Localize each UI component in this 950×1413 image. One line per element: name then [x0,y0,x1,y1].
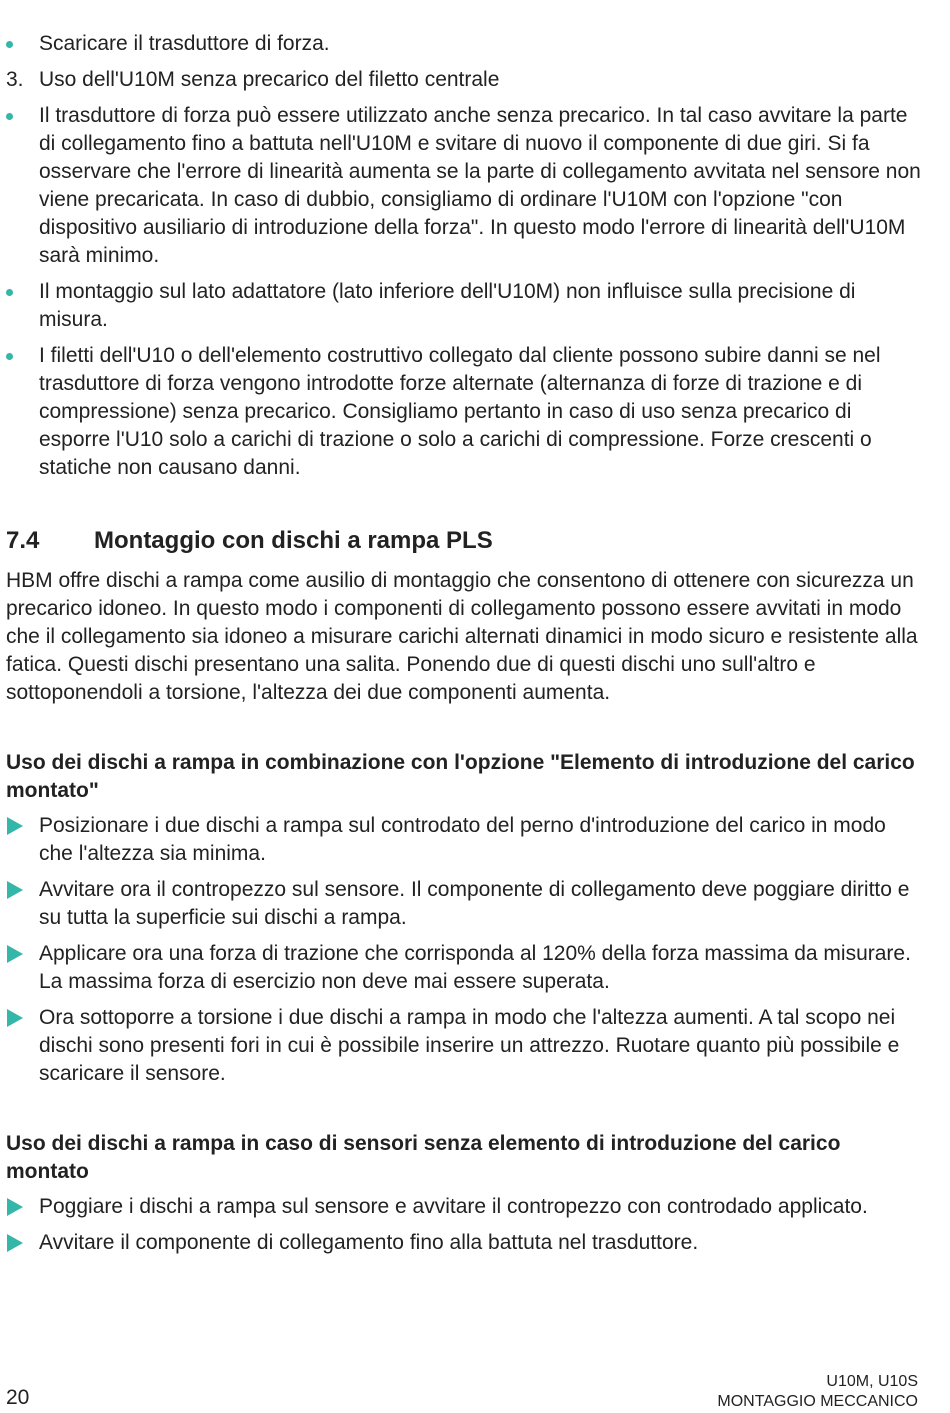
section-title: Montaggio con dischi a rampa PLS [94,527,493,554]
step-arrow-icon [7,881,23,899]
footer-chapter: MONTAGGIO MECCANICO [717,1393,918,1410]
step-arrow-icon [7,1009,23,1027]
step-item [6,1004,921,1088]
bullet-dot-icon [6,113,13,120]
list-item [6,278,921,334]
section-number: 7.4 [6,527,40,554]
step-item [6,940,921,996]
bullet-dot-icon [6,41,13,48]
step-text: Avvitare il componente di collegamento fino alla battuta nel trasduttore. [39,1231,699,1254]
page-content [6,30,921,1265]
step-arrow-icon [7,1198,23,1216]
subheading-without-load-element: Uso dei dischi a rampa in caso di sensori senza elemento di introduzione del carico montato [6,1132,841,1183]
step-arrow-icon [7,945,23,963]
numbered-item [6,66,921,94]
section-heading [6,526,921,556]
subheading-with-load-element: Uso dei dischi a rampa in combinazione con l'opzione "Elemento di introduzione del carico montato" [6,751,915,802]
step-item [6,876,921,932]
list-item-text: Il montaggio sul lato adattatore (lato inferiore dell'U10M) non influisce sulla precisione di misura. [39,280,856,331]
footer-info [717,1372,918,1412]
step-text: Applicare ora una forza di trazione che corrisponda al 120% della forza massima da misurare. La massima forza di esercizio non deve mai essere superata. [39,942,911,993]
step-text: Avvitare ora il contropezzo sul sensore. Il componente di collegamento deve poggiare diritto e su tutta la superficie sui dischi a rampa. [39,878,910,929]
footer-product: U10M, U10S [826,1373,918,1390]
page-number: 20 [6,1386,30,1409]
list-item [6,30,921,58]
step-item [6,1229,921,1257]
step-text: Poggiare i dischi a rampa sul sensore e avvitare il contropezzo con controdado applicato. [39,1195,868,1218]
list-item-text: I filetti dell'U10 o dell'elemento costruttivo collegato dal cliente possono subire danni se nel trasduttore di forza vengono introdotte forze alternate (alternanza di forze di trazione e di compressione) senza precarico. Consigliamo pertanto in caso di uso senza precarico di esporre l'U10 solo a carichi di trazione o solo a carichi di compressione. Forze crescenti o statiche non causano danni. [39,344,881,479]
list-item-text: Uso dell'U10M senza precarico del filetto centrale [39,68,500,91]
list-item-text: Il trasduttore di forza può essere utilizzato anche senza precarico. In tal caso avvitare la parte di collegamento fino a battuta nell'U10M e svitare di nuovo il componente di due giri. Si fa osservare che l'errore di linearità aumenta se la parte di collegamento avvitata nel sensore non viene precaricata. In caso di dubbio, consigliamo di ordinare l'U10M con l'opzione "con dispositivo ausiliario di introduzione della forza". In questo modo l'errore di linearità dell'U10M sarà minimo. [39,104,921,267]
step-arrow-icon [7,1234,23,1252]
bullet-dot-icon [6,353,13,360]
step-item [6,812,921,868]
list-item-text: Scaricare il trasduttore di forza. [39,32,330,55]
list-item [6,342,921,482]
list-number: 3. [6,68,24,91]
step-text: Ora sottoporre a torsione i due dischi a rampa in modo che l'altezza aumenti. A tal scopo nei dischi sono presenti fori in cui è possibile inserire un attrezzo. Ruotare quanto più possibile e scaricare il sensore. [39,1006,900,1085]
section-intro: HBM offre dischi a rampa come ausilio di montaggio che consentono di ottenere con sicurezza un precarico idoneo. In questo modo i componenti di collegamento possono essere avvitati in modo che il collegamento sia idoneo a misurare carichi alternati dinamici in modo sicuro e resistente alla fatica. Questi dischi presentano una salita. Ponendo due di questi dischi uno sull'altro e sottoponendoli a torsione, l'altezza dei due componenti aumenta. [6,569,918,704]
step-text: Posizionare i due dischi a rampa sul controdato del perno d'introduzione del carico in modo che l'altezza sia minima. [39,814,886,865]
bullet-dot-icon [6,289,13,296]
step-item [6,1193,921,1221]
step-arrow-icon [7,817,23,835]
list-item [6,102,921,270]
